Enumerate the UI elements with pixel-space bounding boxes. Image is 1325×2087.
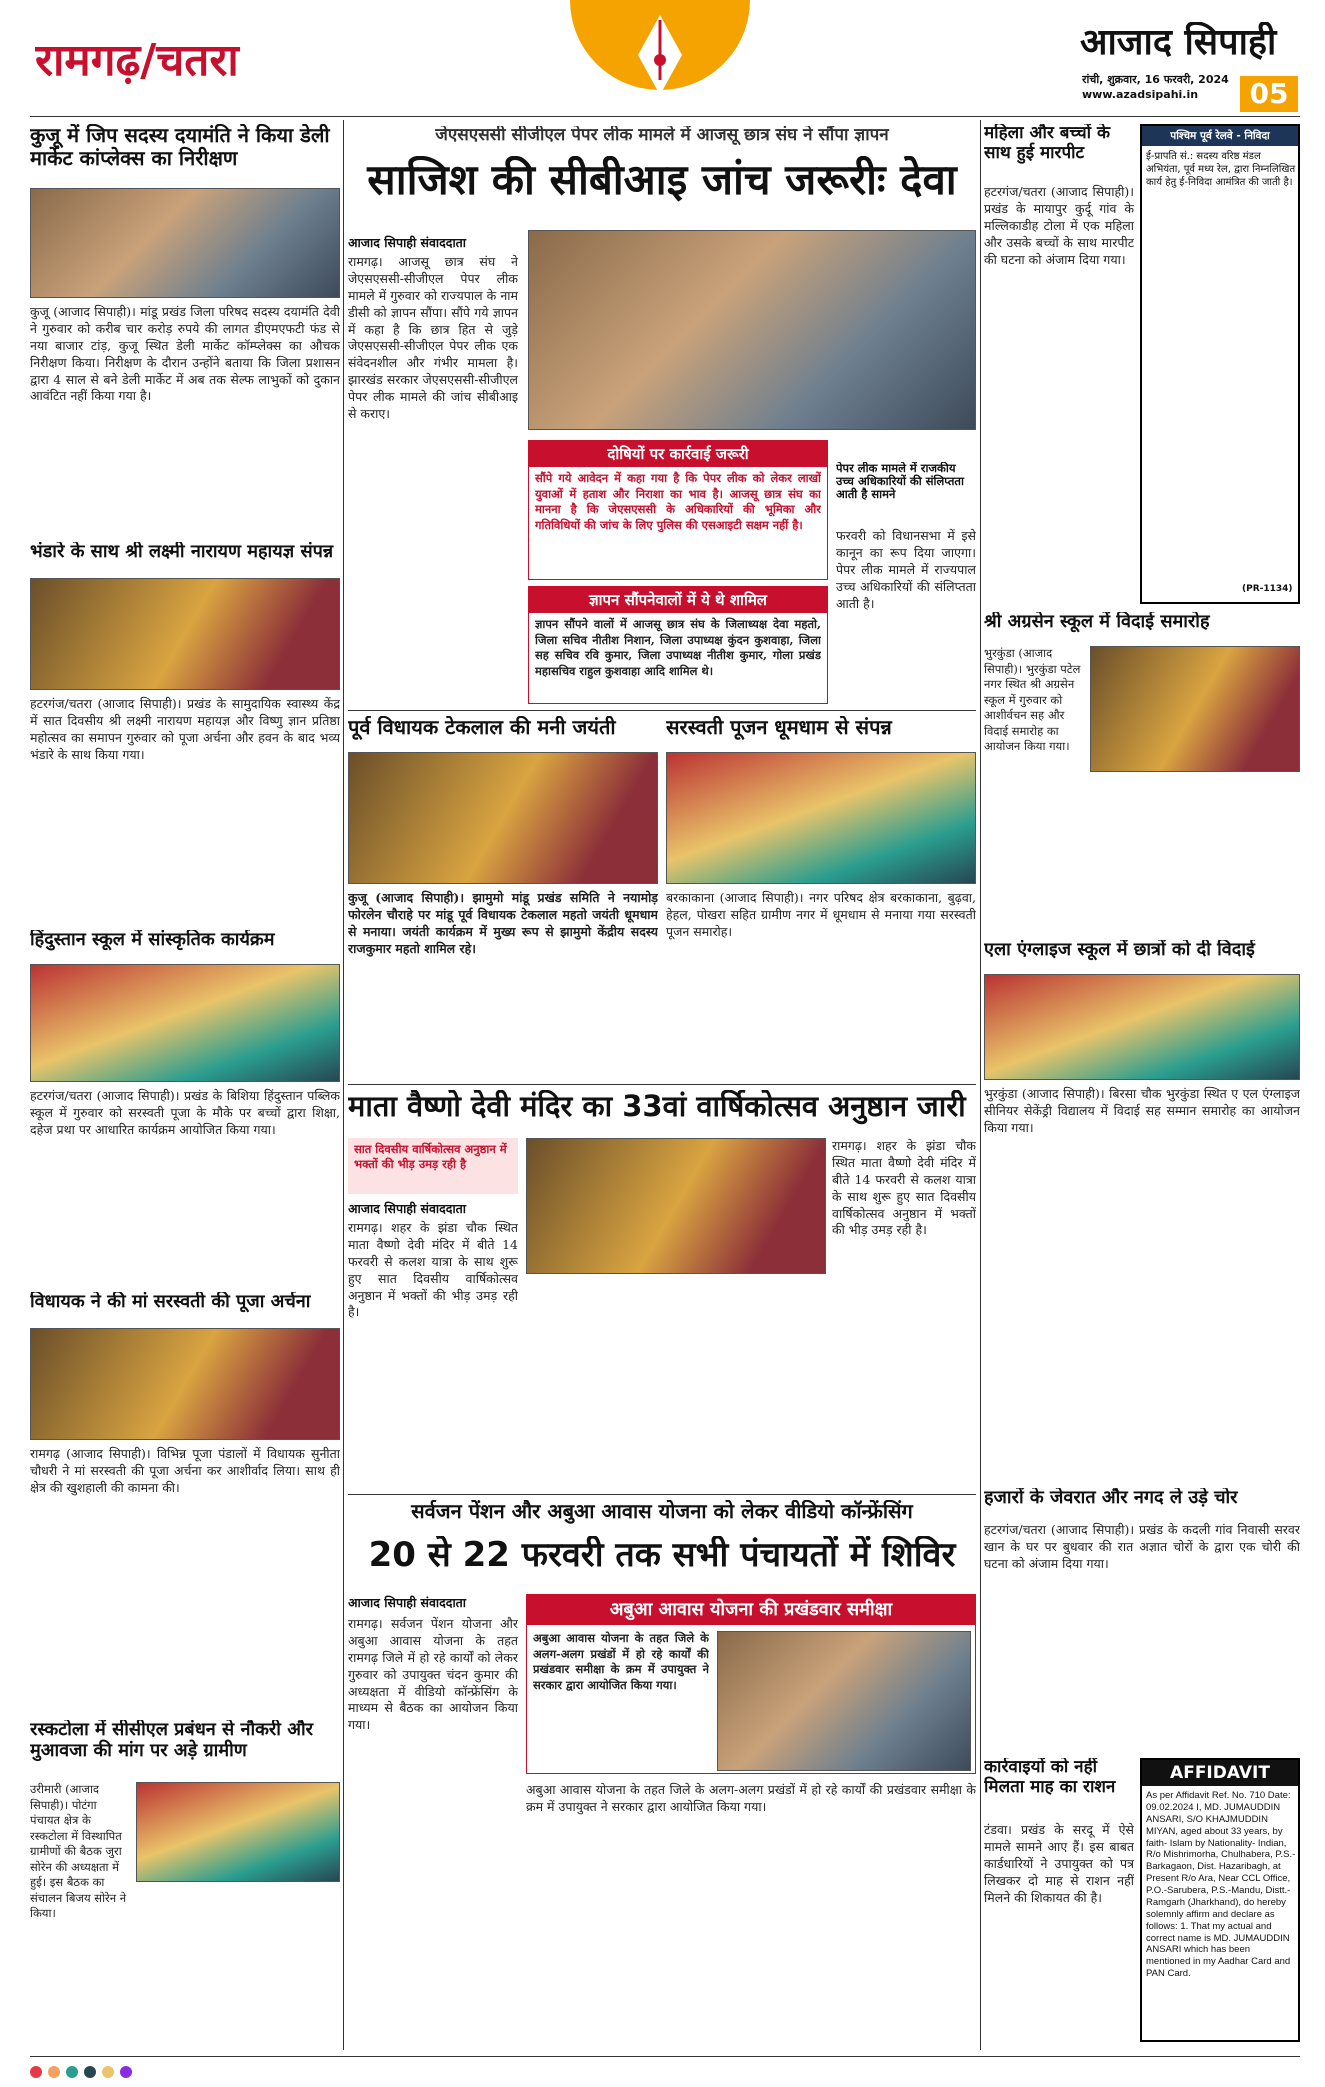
col1-s2-photo bbox=[30, 578, 340, 690]
temple-photo bbox=[526, 1138, 826, 1274]
footer-dot bbox=[66, 2066, 78, 2078]
pen-nib-icon bbox=[560, 0, 760, 110]
footer-rule bbox=[30, 2056, 1300, 2057]
center-rule-3 bbox=[348, 1494, 976, 1495]
temple-byline: आजाद सिपाही संवाददाता bbox=[348, 1201, 467, 1216]
col-divider-2 bbox=[980, 120, 981, 2050]
col1-s3-body: हटरगंज/चतरा (आजाद सिपाही)। प्रखंड के बिशिया हिंदुस्तान पब्लिक स्कूल में गुरुवार को सरस्वती पूजा के मौके पर बच्चों द्वारा शिक्षा, दहेज प्रथा पर आधारित कार्यक्रम आयोजित किया गया। bbox=[30, 1088, 340, 1137]
center-kicker: जेएसएससी सीजीएल पेपर लीक मामले में आजसू छात्र संघ ने सौंपा ज्ञापन bbox=[435, 126, 889, 145]
col4-s5-headline: कार्रवाइयों को नहीं मिलता माह का राशन bbox=[984, 1758, 1116, 1797]
page-number: 05 bbox=[1240, 76, 1298, 112]
mid-left-headline: पूर्व विधायक टेकलाल की मनी जयंती bbox=[348, 716, 616, 739]
tender-ref: (PR-1134) bbox=[1242, 584, 1293, 594]
tender-title: पश्चिम पूर्व रेलवे - निविदा bbox=[1142, 126, 1298, 146]
col1-s3-photo bbox=[30, 964, 340, 1082]
affidavit-text: As per Affidavit Ref. No. 710 Date: 09.02.2024 I, MD. JUMAUDDIN ANSARI, S/O KHAJMUDDIN MIYAN, aged about 33 years, by faith- Islam by Nationality- Indian, R/o Mishrimorha, Chulhabera, P.S.-Barkagaon, Dist. Hazaribagh, at Present R/o Ara, Near CCL Office, P.O.-Sarubera, P.S.-Mandu, Distt.-Ramgarh (Jharkhand), do hereby solemnly affirm and declare as follows: 1. That my actual and correct name is MD. JUMAUDDIN ANSARI which has been mentioned in my Aadhar Card and PAN Card. bbox=[1146, 1790, 1296, 1980]
box-dosiyon bbox=[528, 440, 828, 580]
center-main-photo bbox=[528, 230, 976, 430]
col4-s5-body: टंडवा। प्रखंड के सरदू में ऐसे मामले सामने आए हैं। इस बाबत कार्डधारियों ने उपायुक्त को पत्र लिखकर दो माह से राशन नहीं मिलने की शिकायत की है। bbox=[984, 1822, 1134, 1905]
box-gyapan-title: ज्ञापन सौंपनेवालों में ये थे शामिल bbox=[529, 587, 827, 613]
masthead-rule bbox=[30, 116, 1300, 117]
video-box bbox=[526, 1594, 976, 1774]
col4-s2-photo bbox=[1090, 646, 1300, 772]
video-kicker: सर्वजन पेंशन और अबुआ आवास योजना को लेकर वीडियो कॉन्फ्रेंसिंग bbox=[411, 1500, 913, 1523]
video-body-cont: अबुआ आवास योजना के तहत जिले के अलग-अलग प्रखंडों में हो रहे कार्यों की प्रखंडवार समीक्षा के क्रम में उपायुक्त ने सरकार द्वारा आयोजित किया गया। bbox=[526, 1782, 976, 1814]
temple-callout-text: सात दिवसीय वार्षिकोत्सव अनुष्ठान में भक्तों की भीड़ उमड़ रही है bbox=[354, 1142, 507, 1171]
video-box-title: अबुआ आवास योजना की प्रखंडवार समीक्षा bbox=[527, 1595, 975, 1625]
center-side-subhead: पेपर लीक मामले में राजकीय उच्च अधिकारियों की संलिप्तता आती है सामने bbox=[836, 462, 964, 502]
section-title: रामगढ़/चतरा bbox=[35, 35, 239, 86]
col4 bbox=[984, 122, 1300, 2052]
col1-s4-headline: विधायक ने की मां सरस्वती की पूजा अर्चना bbox=[30, 1292, 311, 1312]
mid-right-photo bbox=[666, 752, 976, 884]
col1-s5-headline: रस्कटोला में सीसीएल प्रबंधन से नौकरी और मुआवजा की मांग पर अड़े ग्रामीण bbox=[30, 1720, 313, 1761]
video-body: रामगढ़। सर्वजन पेंशन योजना और अबुआ आवास योजना के तहत रामगढ़ जिले में हो रहे कार्यों को लेकर गुरुवार को उपायुक्त चंदन कुमार की अध्यक्षता में वीडियो कॉन्फ्रेंसिंग के माध्यम से बैठक का आयोजन किया गया। bbox=[348, 1616, 518, 1733]
footer-dots bbox=[30, 2062, 230, 2082]
center-byline: आजाद सिपाही संवाददाता bbox=[348, 235, 467, 250]
col4-s4-headline: हजारों के जेवरात और नगद ले उड़े चोर bbox=[984, 1488, 1238, 1508]
col1-s1-headline: कुजू में जिप सदस्य दयामंति ने किया डेली मार्केट कांप्लेक्स का निरीक्षण bbox=[30, 124, 330, 170]
col1-s2-headline: भंडारे के साथ श्री लक्ष्मी नारायण महायज्ञ संपन्न bbox=[30, 542, 334, 562]
affidavit-title: AFFIDAVIT bbox=[1142, 1760, 1298, 1786]
mid-right-body: बरकाकाना (आजाद सिपाही)। नगर परिषद क्षेत्र बरकाकाना, बुढ़वा, हेहल, पोखरा सहित ग्रामीण नगर में धूमधाम से मनाया गया सरस्वती पूजन समारोह। bbox=[666, 890, 976, 939]
center-rule-2 bbox=[348, 1084, 976, 1085]
center-rule-1 bbox=[348, 710, 976, 711]
col1-s4-body: रामगढ़ (आजाद सिपाही)। विभिन्न पूजा पंडालों में विधायक सुनीता चौधरी ने मां सरस्वती की पूजा अर्चना कर आशीर्वाद लिया। साथ ही क्षेत्र की खुशहाली की कामना की। bbox=[30, 1446, 340, 1495]
col4-s3-photo bbox=[984, 974, 1300, 1080]
temple-body-cont: रामगढ़। शहर के झंडा चौक स्थित माता वैष्णो देवी मंदिर में बीते 14 फरवरी से कलश यात्रा के साथ शुरू हुए सात दिवसीय वार्षिकोत्सव अनुष्ठान में भक्तों की भीड़ उमड़ रही है। bbox=[832, 1138, 976, 1238]
col-divider-1 bbox=[343, 120, 344, 2050]
affidavit-ad bbox=[1140, 1758, 1300, 2042]
col1-s1-body: कुजू (आजाद सिपाही)। मांडू प्रखंड जिला परिषद सदस्य दयामंति देवी ने गुरुवार को करीब चार करोड़ रुपये की लागत डीएमएफटी फंड से नया बाजार टांड़, कुजू स्थित डेली मार्केट कॉम्प्लेक्स का औचक निरीक्षण किया। निरीक्षण के दौरान उन्होंने बताया कि जिला प्रशासन द्वारा 4 साल से बने डेली मार्केट में अब तक सेल्फ लाभुकों को दुकान आवंटित नहीं किया गया है। bbox=[30, 304, 340, 404]
box-gyapan bbox=[528, 586, 828, 704]
temple-headline: माता वैष्णो देवी मंदिर का 33वां वार्षिकोत्सव अनुष्ठान जारी bbox=[348, 1090, 966, 1123]
temple-body: रामगढ़। शहर के झंडा चौक स्थित माता वैष्णो देवी मंदिर में बीते 14 फरवरी से कलश यात्रा के साथ शुरू हुए सात दिवसीय वार्षिकोत्सव अनुष्ठान में भक्तों की भीड़ उमड़ रही है। bbox=[348, 1220, 518, 1320]
col4-s2-body: भुरकुंडा (आजाद सिपाही)। भुरकुंडा पटेल नगर स्थित श्री अग्रसेन स्कूल में गुरुवार को आशीर्वचन सह और विदाई समारोह का आयोजन किया गया। bbox=[984, 646, 1081, 754]
mid-left-body: कुजू (आजाद सिपाही)। झामुमो मांडू प्रखंड समिति ने नयामोड़ फोरलेन चौराहे पर मांडू पूर्व विधायक टेकलाल महतो जयंती धूमधाम से मनाया। जयंती कार्यक्रम में मुख्य रूप से झामुमो केंद्रीय सदस्य राजकुमार महतो शामिल रहे। bbox=[348, 890, 658, 956]
col4-s1-headline: महिला और बच्चों के साथ हुई मारपीट bbox=[984, 124, 1110, 163]
center-side-text: फरवरी को विधानसभा में इसे कानून का रूप दिया जाएगा। पेपर लीक मामले में राज्यपाल उच्च अधिकारियों की संलिप्तता आती है। bbox=[836, 528, 976, 611]
paper-name: आजाद सिपाही bbox=[1080, 22, 1277, 63]
video-byline: आजाद सिपाही संवाददाता bbox=[348, 1595, 467, 1610]
col4-s3-body: भुरकुंडा (आजाद सिपाही)। बिरसा चौक भुरकुंडा स्थित ए एल एंग्लाइज सीनियर सेकेंड्री विद्यालय में विदाई सह सम्मान समारोह का आयोजन किया गया। bbox=[984, 1086, 1300, 1135]
col1 bbox=[30, 122, 340, 2052]
col1-s5-body: उरीमारी (आजाद सिपाही)। पोटंगा पंचायत क्षेत्र के रस्कटोला में विस्थापित ग्रामीणों की बैठक जुरा सोरेन की अध्यक्षता में हुई। इस बैठक का संचालन बिजय सोरेन ने किया। bbox=[30, 1782, 127, 1921]
video-headline: 20 से 22 फरवरी तक सभी पंचायतों में शिविर bbox=[368, 1536, 956, 1575]
masthead-emblem bbox=[560, 0, 760, 110]
box-dosiyon-title: दोषियों पर कार्रवाई जरूरी bbox=[529, 441, 827, 467]
col4-s2-headline: श्री अग्रसेन स्कूल में विदाई समारोह bbox=[984, 612, 1210, 632]
col4-s3-headline: एला एंग्लाइज स्कूल में छात्रों को दी विदाई bbox=[984, 940, 1255, 960]
dateline: रांची, शुक्रवार, 16 फरवरी, 2024 bbox=[1082, 73, 1229, 86]
footer-dot bbox=[48, 2066, 60, 2078]
masthead bbox=[0, 0, 1325, 118]
center-block bbox=[348, 122, 976, 2052]
col1-s4-photo bbox=[30, 1328, 340, 1440]
tender-text: ई-प्रापति सं.: सदस्य वरिष्ठ मंडल अभियंता, पूर्व मध्य रेल, द्वारा निम्नलिखित कार्य हेतु ई-निविदा आमंत्रित की जाती है। bbox=[1146, 151, 1296, 188]
col4-s1-body: हटरगंज/चतरा (आजाद सिपाही)। प्रखंड के मायापुर कुर्दू गांव के मल्लिकाडीह टोला में एक महिला और उसके बच्चों के साथ मारपीट की घटना को अंजाम दिया गया। bbox=[984, 184, 1134, 267]
video-conf-photo bbox=[717, 1631, 971, 1771]
tender-ad bbox=[1140, 124, 1300, 604]
footer-dot bbox=[30, 2066, 42, 2078]
col4-s4-body: हटरगंज/चतरा (आजाद सिपाही)। प्रखंड के कदली गांव निवासी सरवर खान के घर पर बुधवार की रात अज्ञात चोरों के द्वारा एक चोरी की घटना को अंजाम दिया गया। bbox=[984, 1522, 1300, 1571]
center-headline: साजिश की सीबीआइ जांच जरूरीः देवा bbox=[367, 156, 957, 204]
footer-dot bbox=[84, 2066, 96, 2078]
col1-s5-photo bbox=[136, 1782, 340, 1882]
box-gyapan-text: ज्ञापन सौंपने वालों में आजसू छात्र संघ के जिलाध्यक्ष देवा महतो, जिला सचिव नीतीश निशान, जिला उपाध्यक्ष कुंदन कुशवाहा, जिला सह सचिव रवि कुमार, जिला उपाध्यक्ष नीतीश कुमार, गोला प्रखंड महासचिव राहुल कुशवाहा आदि शामिल थे। bbox=[535, 617, 821, 678]
box-dosiyon-text: सौंपे गये आवेदन में कहा गया है कि पेपर लीक को लेकर लाखों युवाओं में हताश और निराशा का भाव है। आजसू छात्र संघ का मानना है कि जेएसएससी के अधिकारियों की भूमिका और गतिविधियों की जांच के लिए पुलिस की एसआइटी सक्षम नहीं है। bbox=[535, 471, 821, 532]
temple-callout bbox=[348, 1138, 518, 1194]
website: www.azadsipahi.in bbox=[1082, 88, 1199, 101]
mid-left-photo bbox=[348, 752, 658, 884]
col1-s2-body: हटरगंज/चतरा (आजाद सिपाही)। प्रखंड के सामुदायिक स्वास्थ्य केंद्र में सात दिवसीय श्री लक्ष्मी नारायण महायज्ञ और विष्णु ज्ञान प्रतिष्ठा महोत्सव का समापन गुरुवार को पूजा अर्चना और हवन के बाद भव्य भंडारे के साथ किया गया। bbox=[30, 696, 340, 762]
col1-s3-headline: हिंदुस्तान स्कूल में सांस्कृतिक कार्यक्रम bbox=[30, 930, 275, 950]
mid-right-headline: सरस्वती पूजन धूमधाम से संपन्न bbox=[666, 716, 892, 739]
center-body: रामगढ़। आजसू छात्र संघ ने जेएसएससी-सीजीएल पेपर लीक मामले में गुरुवार को राज्यपाल के नाम डीसी को ज्ञापन सौंपा। सौंपे गये ज्ञापन में कहा है कि छात्र हित से जुड़े जेएसएससी-सीजीएल पेपर लीक एक संवेदनशील और गंभीर मामला है। झारखंड सरकार जेएसएससी-सीजीएल पेपर लीक मामले की जांच सीबीआइ से कराए। bbox=[348, 254, 518, 421]
footer-dot bbox=[120, 2066, 132, 2078]
footer-dot bbox=[102, 2066, 114, 2078]
col1-s1-photo bbox=[30, 188, 340, 298]
video-box-text: अबुआ आवास योजना के तहत जिले के अलग-अलग प्रखंडों में हो रहे कार्यों की प्रखंडवार समीक्षा के क्रम में उपायुक्त ने सरकार द्वारा आयोजित किया गया। bbox=[533, 1631, 709, 1692]
